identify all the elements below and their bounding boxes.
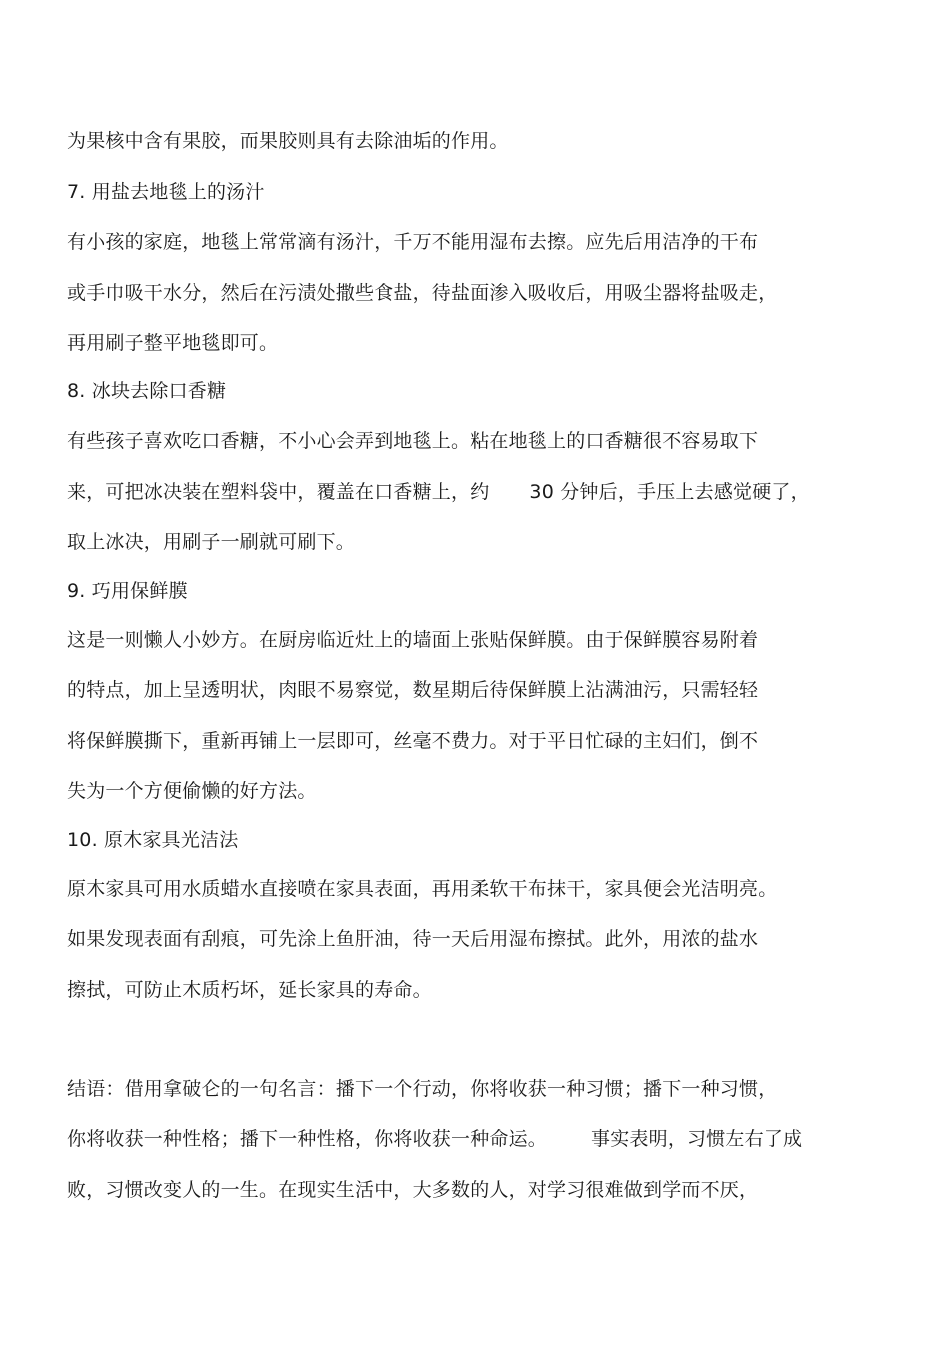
paragraph-line: 如果发现表面有刮痕，可先涂上鱼肝油，待一天后用湿布擦拭。此外，用浓的盐水 [67, 928, 759, 950]
conclusion-line: 结语：借用拿破仑的一句名言：播下一个行动，你将收获一种习惯；播下一种习惯， [67, 1078, 778, 1100]
paragraph-line: 这是一则懒人小妙方。在厨房临近灶上的墙面上张贴保鲜膜。由于保鲜膜容易附着 [67, 629, 759, 651]
paragraph-line [67, 479, 810, 505]
paragraph-line: 失为一个方便偷懒的好方法。 [67, 780, 317, 802]
paragraph-line: 将保鲜膜撕下，重新再铺上一层即可，丝毫不费力。对于平日忙碌的主妇们，倒不 [67, 730, 759, 752]
section-heading-9: 9. 巧用保鲜膜 [67, 580, 188, 602]
paragraph-line: 擦拭，可防止木质朽坏，延长家具的寿命。 [67, 979, 432, 1001]
paragraph-line: 或手巾吸干水分，然后在污渍处撒些食盐，待盐面渗入吸收后，用吸尘器将盐吸走， [67, 282, 778, 304]
paragraph-line: 的特点，加上呈透明状，肉眼不易察觉，数星期后待保鲜膜上沾满油污，只需轻轻 [67, 679, 759, 701]
paragraph-fragment: 来，可把冰决装在塑料袋中，覆盖在口香糖上，约 [67, 481, 490, 503]
conclusion-fragment: 你将收获一种性格；播下一种性格，你将收获一种命运。 [67, 1128, 548, 1150]
section-heading-8: 8. 冰块去除口香糖 [67, 380, 227, 402]
paragraph-line: 原木家具可用水质蜡水直接喷在家具表面，再用柔软干布抹干，家具便会光洁明亮。 [67, 878, 778, 900]
section-heading-7: 7. 用盐去地毯上的汤汁 [67, 181, 265, 203]
paragraph-fragment: 30 分钟后，手压上去感觉硬了， [529, 481, 810, 503]
paragraph-line: 有些孩子喜欢吃口香糖，不小心会弄到地毯上。粘在地毯上的口香糖很不容易取下 [67, 430, 759, 452]
paragraph-line: 再用刷子整平地毯即可。 [67, 332, 279, 354]
section-heading-10: 10. 原木家具光洁法 [67, 829, 239, 851]
paragraph-line: 有小孩的家庭，地毯上常常滴有汤汁，千万不能用湿布去擦。应先后用洁净的干布 [67, 231, 759, 253]
conclusion-line: 败，习惯改变人的一生。在现实生活中，大多数的人，对学习很难做到学而不厌， [67, 1179, 759, 1201]
conclusion-line [67, 1126, 802, 1152]
conclusion-fragment: 事实表明，习惯左右了成 [591, 1128, 803, 1150]
paragraph-line: 为果核中含有果胶，而果胶则具有去除油垢的作用。 [67, 130, 509, 152]
paragraph-line: 取上冰决，用刷子一刷就可刷下。 [67, 531, 356, 553]
